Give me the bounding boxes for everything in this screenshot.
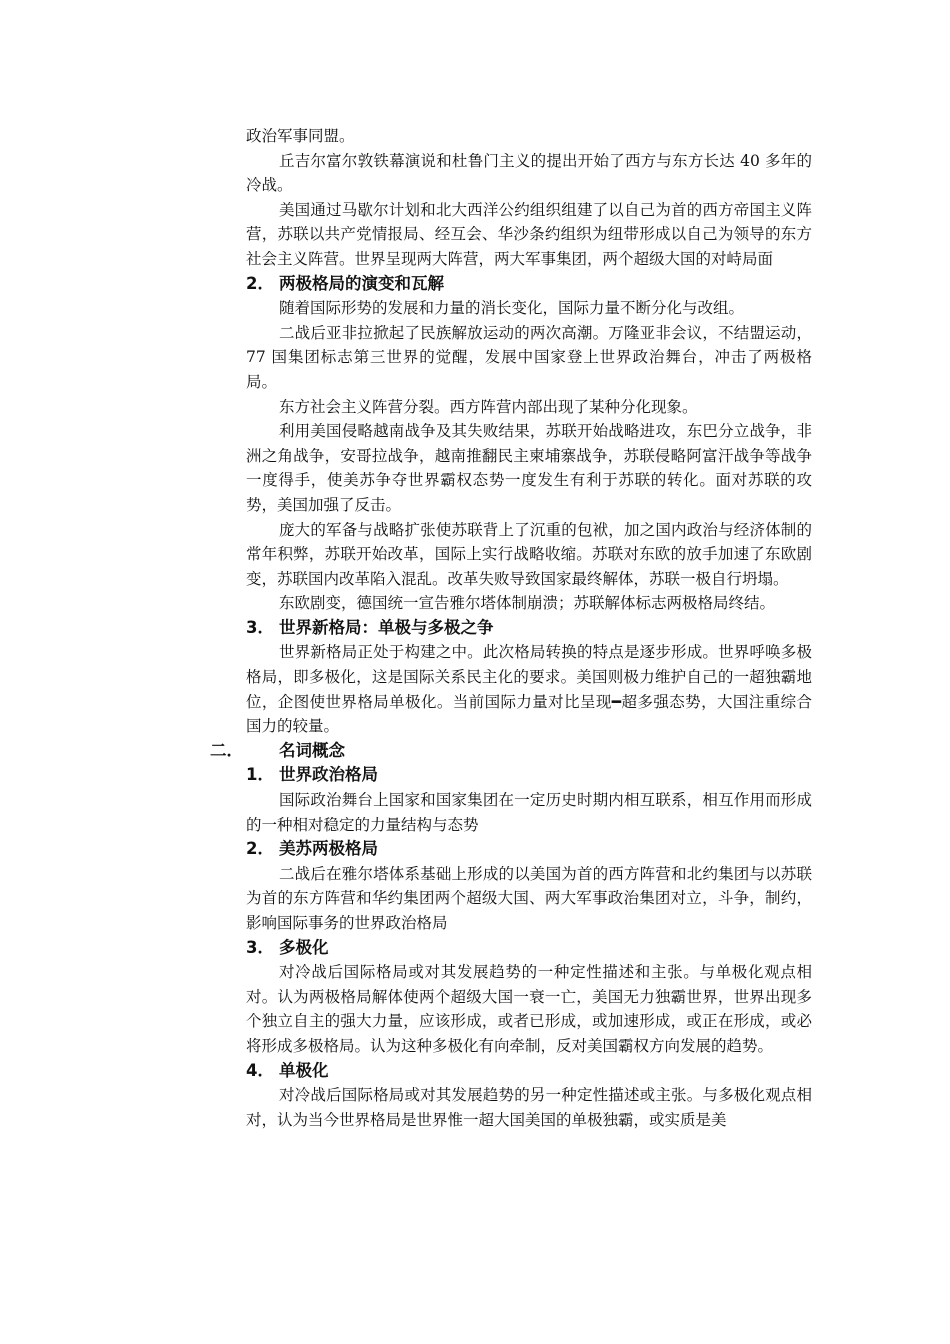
part-title: 名词概念 [279,740,345,760]
term-definition: 二战后在雅尔塔体系基础上形成的以美国为首的西方阵营和北约集团与以苏联为首的东方阵营和华约集团两个超级大国、两大军事政治集团对立，斗争，制约，影响国际事务的世界政治格局 [246,864,812,932]
paragraph: 丘吉尔富尔敦铁幕演说和杜鲁门主义的提出开始了西方与东方长达 40 多年的冷战。 [246,151,812,195]
term-number: 2． [246,839,274,859]
paragraph: 二战后亚非拉掀起了民族解放运动的两次高潮。万隆亚非会议，不结盟运动，77 国集团标志第三世界的觉醒，发展中国家登上世界政治舞台，冲击了两极格局。 [246,323,812,391]
paragraph: 美国通过马歇尔计划和北大西洋公约组织组建了以自己为首的西方帝国主义阵营，苏联以共产党情报局、经互会、华沙条约组织为纽带形成以自己为领导的东方社会主义阵营。世界呈现两大阵营，两大军事集团，两个超级大国的对峙局面 [246,200,812,268]
term-number: 3． [246,937,274,957]
paragraph: 东方社会主义阵营分裂。西方阵营内部出现了某种分化现象。 [279,397,698,416]
term-heading [246,837,812,862]
section-heading [246,616,812,641]
term-heading [246,763,812,788]
term-number: 1． [246,765,274,785]
term-heading [246,1059,812,1084]
paragraph: 世界新格局正处于构建之中。此次格局转换的特点是逐步形成。世界呼唤多极格局，即多极化，这是国际关系民主化的要求。美国则极力维护自己的一超独霸地位，企图使世界格局单极化。当前国际力量对比呈现━超多强态势，大国注重综合国力的较量。 [246,643,812,736]
term-title: 单极化 [279,1060,329,1080]
term-definition: 对冷战后国际格局或对其发展趋势的另一种定性描述或主张。与多极化观点相对，认为当今世界格局是世界惟一超大国美国的单极独霸，或实质是美 [246,1086,812,1129]
section-title: 世界新格局：单极与多极之争 [279,617,494,637]
part-number: 二． [210,740,243,760]
paragraph: 庞大的军备与战略扩张使苏联背上了沉重的包袱，加之国内政治与经济体制的常年积弊，苏联开始改革，国际上实行战略收缩。苏联对东欧的放手加速了东欧剧变，苏联国内改革陷入混乱。改革失败导致国家最终解体，苏联一极自行坍塌。 [246,520,812,588]
term-title: 多极化 [279,937,329,957]
term-title: 美苏两极格局 [279,839,378,859]
section-title: 两极格局的演变和瓦解 [279,273,444,293]
paragraph: 东欧剧变，德国统一宣告雅尔塔体制崩溃；苏联解体标志两极格局终结。 [279,594,776,613]
term-definition: 国际政治舞台上国家和国家集团在一定历史时期内相互联系，相互作用而形成的一种相对稳定的力量结构与态势 [246,791,812,834]
section-heading [246,272,812,297]
term-definition: 对冷战后国际格局或对其发展趋势的一种定性描述和主张。与单极化观点相对。认为两极格局解体使两个超级大国一衰一亡，美国无力独霸世界，世界出现多个独立自主的强大力量，应该形成，或者已形成，或加速形成，或正在形成，或必将形成多极格局。认为这种多极化有向牵制，反对美国霸权方向发展的趋势。 [246,963,812,1055]
paragraph: 政治军事同盟。 [246,127,355,145]
section-number: 3． [246,617,274,637]
term-number: 4． [246,1060,274,1080]
paragraph: 利用美国侵略越南战争及其失败结果，苏联开始战略进攻，东巴分立战争，非洲之角战争，安哥拉战争，越南推翻民主柬埔寨战争，苏联侵略阿富汗战争等战争一度得手，使美苏争夺世界霸权态势一度发生有利于苏联的转化。面对苏联的攻势，美国加强了反击。 [246,422,812,514]
paragraph: 随着国际形势的发展和力量的消长变化，国际力量不断分化与改组。 [279,299,745,318]
document-page [210,124,812,1132]
term-heading [246,936,812,961]
part-heading [210,739,776,764]
section-number: 2． [246,273,274,293]
term-title: 世界政治格局 [279,765,378,785]
